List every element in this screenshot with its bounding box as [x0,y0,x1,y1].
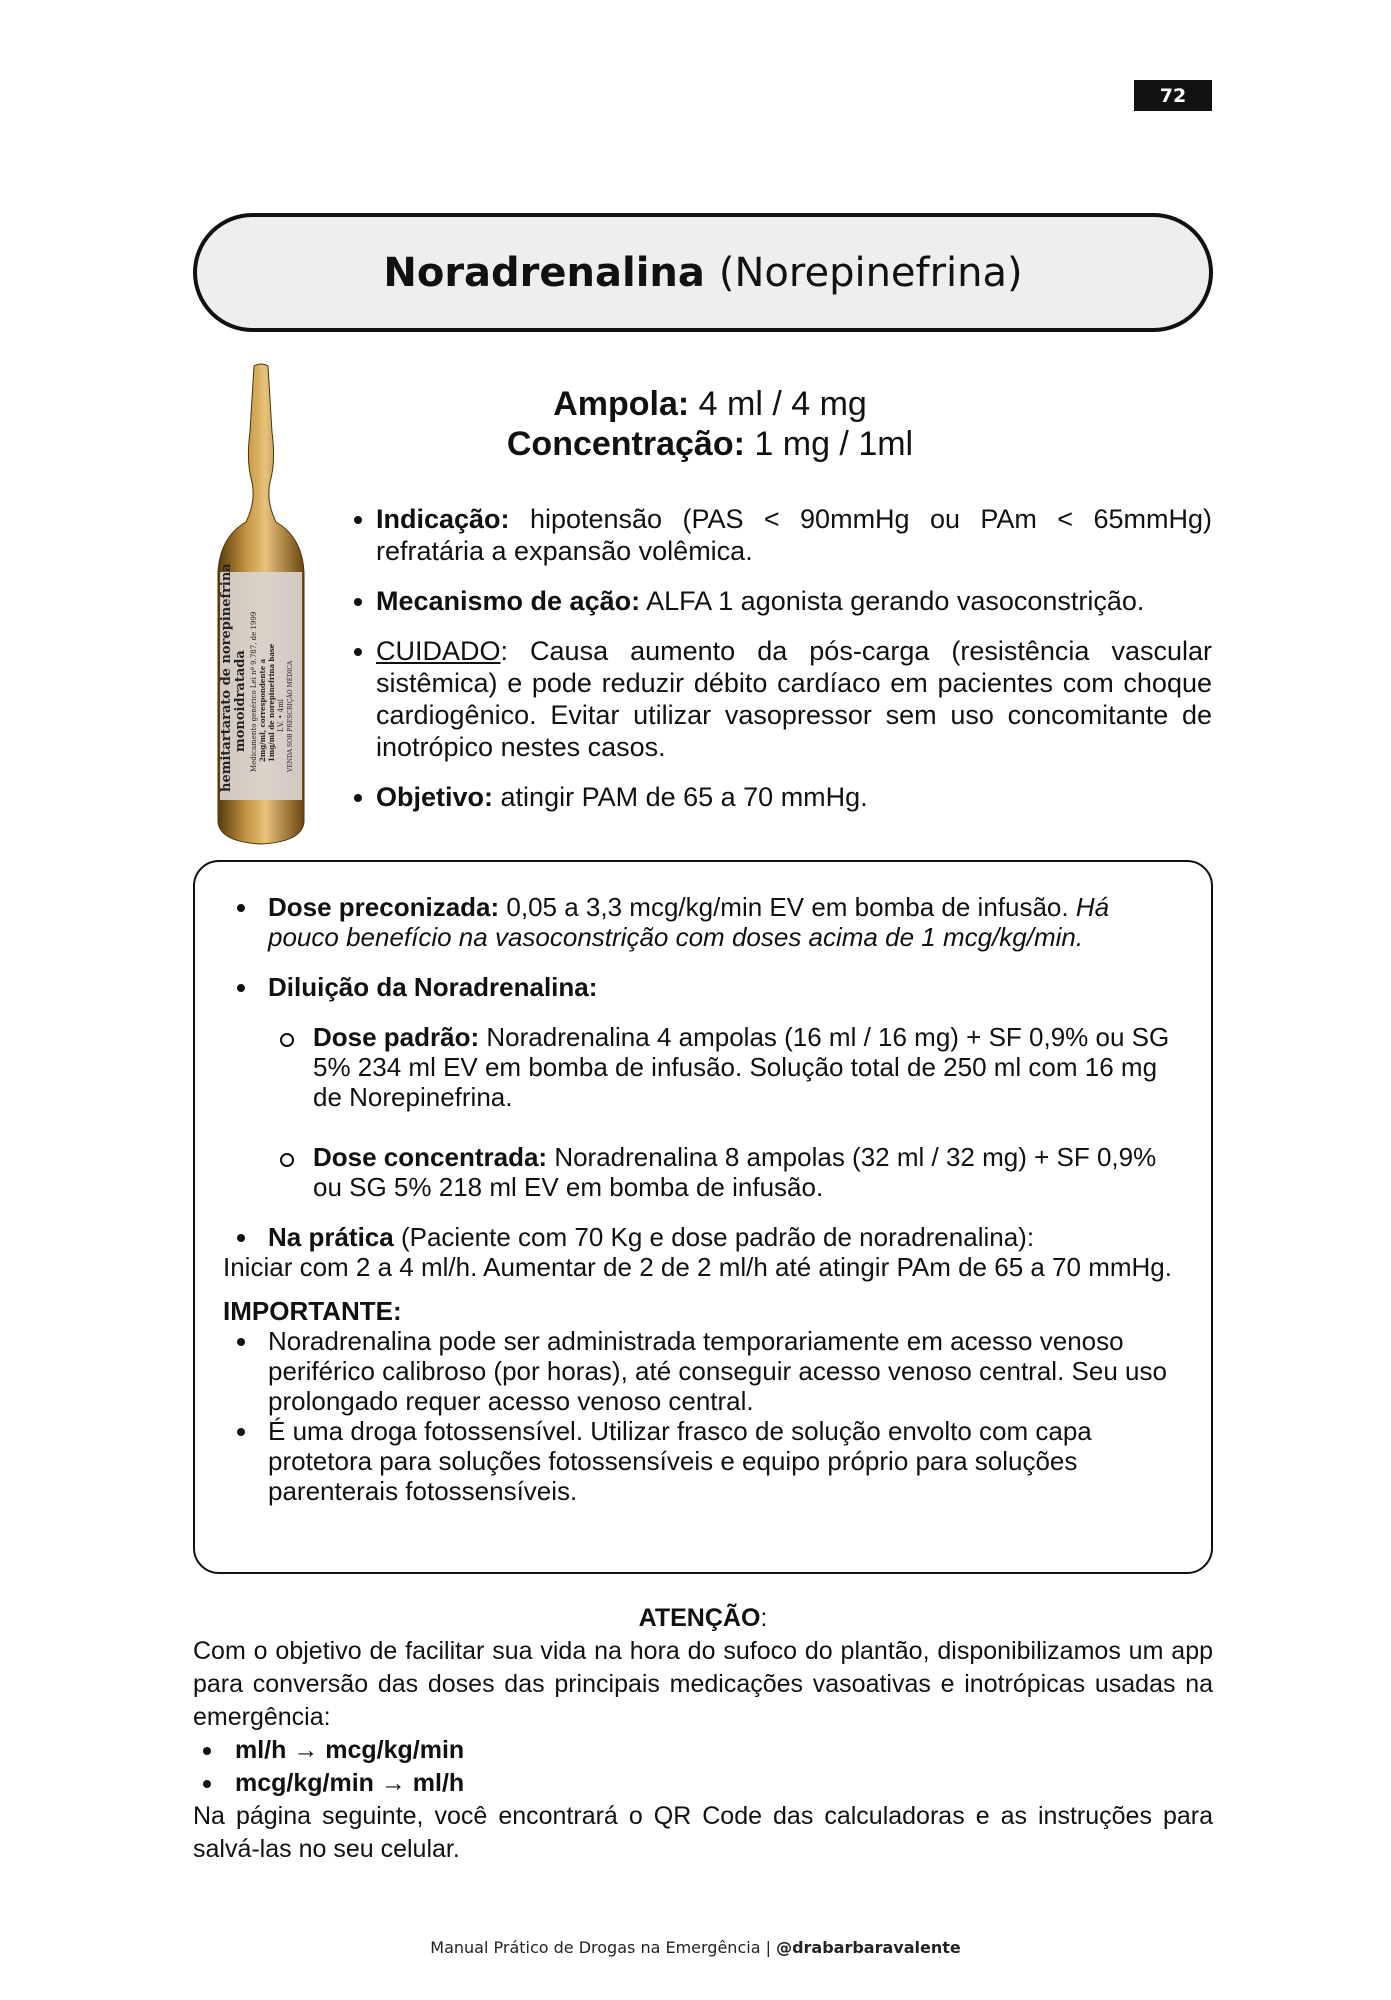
item-label: Objetivo: [376,782,494,812]
na-pratica [223,1222,1183,1252]
drug-name: Noradrenalina [383,249,705,296]
footer-text: Manual Prático de Drogas na Emergência | [430,1938,777,1957]
item-text: : Causa aumento da pós-carga (resistência vascular sistêmica) e pode reduzir débito cardíaco em pacientes com choque cardiogênico. Evitar utilizar vasopressor sem uso concomitante de inotrópico nestes casos. [376,636,1212,762]
item-label: Mecanismo de ação: [376,586,641,616]
label-line: Medicamento genérico Lei nº 9.787, de 1999 [250,611,258,772]
na-pratica-instructions: Iniciar com 2 a 4 ml/h. Aumentar de 2 de 2 ml/h até atingir PAm de 65 a 70 mmHg. [223,1252,1172,1282]
dose-padrao-label: Dose padrão: [313,1022,480,1052]
label-line: VENDA SOB PRESCRIÇÃO MÉDICA [287,660,294,772]
dose-concentrada-label: Dose concentrada: [313,1142,548,1172]
page-number: 72 [1134,80,1212,111]
dose-preconizada-note: Há pouco benefício na vasoconstrição com doses acima de 1 mcg/kg/min. [268,892,1110,952]
list-item [376,585,1212,617]
ampola-info [450,384,970,464]
ampola-label: Ampola: [553,385,690,423]
conversion-item: mcg/kg/min → ml/h [193,1767,1213,1800]
item-text: ALFA 1 agonista gerando vasoconstrição. [646,586,1145,616]
ampola-line [450,384,970,424]
concentracao-label: Concentração: [506,425,745,463]
importante-title: IMPORTANTE: [223,1296,402,1326]
concentracao-value: 1 mg / 1ml [754,425,914,463]
label-line: hemitartarato de norepinefrina [219,563,234,792]
dose-padrao-text: Noradrenalina 4 ampolas (16 ml / 16 mg) + SF 0,9% ou SG 5% 234 ml EV em bomba de infusão. Solução total de 250 ml com 16 mg de Norepinefrina. [313,1022,1170,1112]
attention-section [193,1602,1213,1866]
attention-intro: Com o objetivo de facilitar sua vida na hora do sufoco do plantão, disponibilizamos um app para conversão das doses das principais medicações vasoativas e inotrópicas usadas na emergência: [193,1637,1213,1731]
item-label: CUIDADO [376,636,501,666]
ampola-value: 4 ml / 4 mg [698,385,867,423]
conversion-list [193,1734,1213,1800]
item-text: hipotensão (PAS < 90mmHg ou PAm < 65mmHg) refratária a expansão volêmica. [376,504,1212,566]
attention-colon: : [760,1604,768,1632]
title-banner [193,213,1213,332]
dose-preconizada-text: 0,05 a 3,3 mcg/kg/min EV em bomba de infusão. [506,892,1069,922]
drug-info-list [376,503,1212,831]
label-line: monoidratada [233,650,248,752]
footer [0,1938,1391,1957]
list-item [376,781,1212,813]
dose-concentrada-text: Noradrenalina 8 ampolas (32 ml / 32 mg) + SF 0,9% ou SG 5% 218 ml EV em bomba de infusão. [313,1142,1157,1202]
dose-concentrada [223,1142,1183,1202]
diluicao-label: Diluição da Noradrenalina: [268,972,598,1002]
diluicao-heading [223,972,1183,1002]
attention-outro: Na página seguinte, você encontrará o QR Code das calculadoras e as instruções para salvá-las no seu celular. [193,1802,1213,1863]
list-item [376,503,1212,567]
dose-padrao [223,1022,1183,1112]
dose-preconizada-label: Dose preconizada: [268,892,500,922]
item-text: atingir PAM de 65 a 70 mmHg. [500,782,868,812]
dose-box [193,860,1213,1574]
importante-item: É uma droga fotossensível. Utilizar frasco de solução envolto com capa protetora para soluções fotossensíveis e equipo próprio para soluções parenterais fotossensíveis. [223,1416,1183,1506]
na-pratica-label: Na prática [268,1222,394,1252]
item-label: Indicação: [376,504,510,534]
ampoule-image [206,362,316,846]
importante-item: Noradrenalina pode ser administrada temporariamente em acesso venoso periférico calibroso (por horas), até conseguir acesso venoso central. Seu uso prolongado requer acesso venoso central. [223,1326,1183,1416]
label-line: 2mg/ml, correspondente a [258,658,267,762]
dose-preconizada [223,892,1183,952]
list-item [376,635,1212,763]
label-line: 1mg/ml de norepinefrina base [267,643,276,762]
attention-title-text: ATENÇÃO [638,1604,761,1632]
conversion-item: ml/h → mcg/kg/min [193,1734,1213,1767]
attention-title [193,1602,1213,1635]
concentracao-line [450,424,970,464]
author-handle: @drabarbaravalente [776,1938,961,1957]
drug-alt-name: (Norepinefrina) [718,249,1023,296]
label-line: I.V. • 4ml [277,699,285,732]
na-pratica-text: (Paciente com 70 Kg e dose padrão de noradrenalina): [400,1222,1035,1252]
